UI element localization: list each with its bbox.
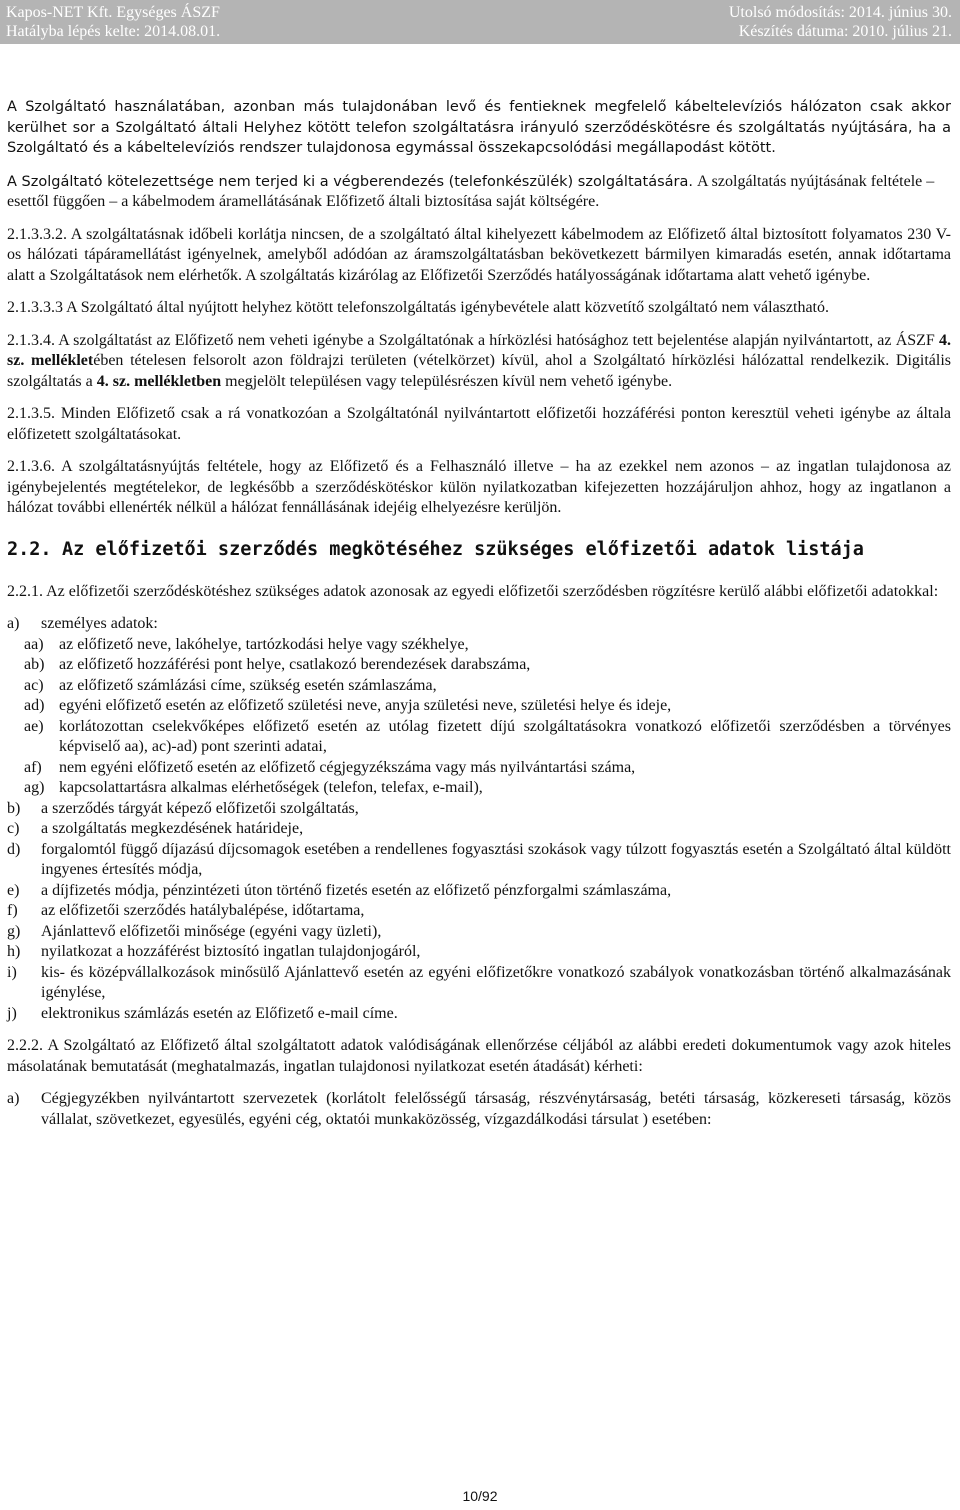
list-item-label: ad) [24, 697, 45, 714]
list-item-text: nem egyéni előfizető esetén az előfizető cégjegyzékszáma vagy más nyilvántartási száma, [59, 758, 636, 776]
list-item-text: forgalomtól függő díjazású díjcsomagok esetében a rendellenes fogyasztási szokások vagy túlzott fogyasztás esetén a Szolgáltató által küldött ingyenes értesítés módja, [41, 840, 951, 878]
paragraph-2-1-3-4 [7, 331, 951, 393]
paragraph-2-2-2: 2.2.2. A Szolgáltató az Előfizető által szolgáltatott adatok valódiságának ellenőrzése céljából az alábbi eredeti dokumentumok vagy azok hiteles másolatának bemutatását (meghatalmazás, ingatlan tulajdonosi nyilatkozat esetén átadását) kérheti: [7, 1037, 951, 1075]
power-supply-text: A szolgáltatás nyújtásának feltétele – esettől függően – a kábelmodem áramellátásának Előfizető általi biztosítása saját költségére. [7, 172, 935, 210]
header-left [6, 3, 220, 41]
list-item [7, 1004, 951, 1025]
list-item-text: Cégjegyzékben nyilvántartott szervezetek (korlátolt felelősségű társaság, részvénytársaság, betéti társaság, közkereseti társaság, közös vállalat, szövetkezet, egyesülés, egyéni cég, oktatói munkaközösség, vízgazdálkodási társulat ) esetében: [41, 1090, 951, 1128]
section-title: Az előfizetői szerződés megkötéséhez szükséges előfizetői adatok listája [62, 538, 864, 560]
list-item-label: j) [7, 1004, 17, 1022]
page-number: 10/92 [462, 1488, 498, 1504]
list-item [7, 696, 951, 717]
list-item [7, 635, 951, 656]
list-item [7, 758, 951, 779]
list-item-text: nyilatkozat a hozzáférést biztosító ingatlan tulajdonjogáról, [41, 943, 421, 960]
header-effective-date: Hatályba lépés kelte: 2014.08.01. [6, 23, 221, 40]
list-item-text: a díjfizetés módja, pénzintézeti úton történő fizetés esetén az előfizető pénzforgalmi számlaszáma, [41, 881, 672, 899]
list-item-label: aa) [24, 635, 44, 653]
list-item-text: az előfizető számlázási címe, szükség esetén számlaszáma, [59, 676, 437, 694]
list-item [7, 799, 951, 820]
paragraph-2-1-3-5: 2.1.3.5. Minden Előfizető csak a rá vonatkozóan a Szolgáltatónál nyilvántartott előfizetői hozzáférési ponton keresztül veheti igénybe az általa előfizetett szolgáltatásokat. [7, 405, 951, 443]
header-company: Kapos-NET Kft. Egységes ÁSZF [6, 4, 220, 21]
list-item-label: g) [7, 922, 21, 940]
section-heading-2-2 [7, 538, 951, 562]
paragraph-2-1-3-3-2: 2.1.3.3.2. A szolgáltatásnak időbeli korlátja nincsen, de a szolgáltató által kihelyezett kábelmodem az Előfizető által biztosított folyamatos 230 V-os hálózati tápáramellátást igényelnek, amelyből adódóan az áramszolgáltatásban bekövetkezett bármilyen kimaradás esetén, annak időtartama alatt a Szolgáltatások nem elérhetők. A szolgáltatás kizárólag az Előfizetői Szerződés hatályosságának időtartama alatt vehető igénybe. [7, 225, 951, 284]
p6-part-c: ében tételesen felsorolt azon földrajzi területen (vételkörzet) kívül, ahol a Szolgáltató hírközlési hálózattal rendelkezik. Digitális szolgáltatás a [7, 352, 951, 390]
list-item-label: ae) [24, 717, 44, 735]
list-item-text: elektronikus számlázás esetén az Előfizető e-mail címe. [41, 1004, 398, 1022]
header-modified-date: Utolsó módosítás: 2014. június 30. [728, 4, 952, 21]
list-item-label: af) [24, 758, 42, 776]
list-item [7, 922, 951, 943]
list-item [7, 942, 951, 963]
section-number: 2.2. [7, 538, 52, 560]
list-item-text: egyéni előfizető esetén az előfizető születési neve, anyja születési neve, születési helye és ideje, [59, 697, 672, 714]
list-item [7, 1089, 951, 1130]
list-item-text: a szolgáltatás megkezdésének határideje, [41, 820, 304, 837]
paragraph-kabeltv-condition: A Szolgáltató használatában, azonban más tulajdonában levő és fentieknek megfelelő kábeltelevíziós hálózaton csak akkor kerülhet sor a Szolgáltató általi Helyhez kötött telefon szolgáltatásra irányuló szerződéskötésre és szolgáltatás nyújtására, ha a Szolgáltató és a kábeltelevíziós rendszer tulajdonosa egymással összekapcsolódási megállapodást kötött. [7, 99, 951, 156]
list-item-label: a) [7, 1090, 20, 1107]
paragraph-2-2-1: 2.2.1. Az előfizetői szerződéskötéshez szükséges adatok azonosak az egyedi előfizetői szerződésben rögzítésre kerülő alábbi előfizetői adatokkal: [7, 582, 939, 600]
subscriber-data-list [7, 614, 951, 1024]
list-item-text: Ajánlattevő előfizetői minősége (egyéni vagy üzleti), [41, 922, 382, 940]
p6-annex-ref: 4. sz. melléklet [7, 331, 951, 369]
list-item-label: f) [7, 902, 18, 919]
list-item-text: személyes adatok: [41, 615, 158, 632]
paragraph-terminal-equipment: A Szolgáltató kötelezettsége nem terjed ki a végberendezés (telefonkészülék) szolgáltatására. [7, 173, 693, 190]
list-item-label: d) [7, 840, 21, 858]
list-item-text: az előfizető hozzáférési pont helye, csatlakozó berendezések darabszáma, [59, 656, 531, 673]
list-item [7, 901, 951, 922]
list-item [7, 778, 951, 799]
p6-annex-ref-2: 4. sz. mellékletben [96, 372, 222, 390]
list-item [7, 963, 951, 1004]
list-item-label: c) [7, 820, 20, 837]
list-item-text: a szerződés tárgyát képező előfizetői szolgáltatás, [41, 799, 359, 817]
list-item [7, 840, 951, 881]
paragraph-2-1-3-6: 2.1.3.6. A szolgáltatásnyújtás feltétele, hogy az Előfizető és a Felhasználó illetve – ha az ezekkel nem azonos – az ingatlan tulajdonosa az igénybejelentés megtételekor, de legkésőbb a szerződéskötéskor külön nyilatkozatban kifejezetten hozzájáruljon ahhoz, hogy az ingatlanon a hálózat további ellenérték nélkül a hálózat fennállásának idejéig elhelyezésre kerüljön. [7, 458, 951, 516]
header-created-date: Készítés dátuma: 2010. július 21. [738, 23, 952, 40]
list-item-label: e) [7, 881, 20, 899]
list-item [7, 655, 951, 676]
list-item-text: az előfizetői szerződés hatálybalépése, időtartama, [41, 902, 365, 919]
document-body [7, 97, 951, 1130]
list-item-label: a) [7, 615, 20, 632]
paragraph-2-1-3-3-3: 2.1.3.3.3 A Szolgáltató által nyújtott helyhez kötött telefonszolgáltatás igénybevétele alatt közvetítő szolgáltató nem választható. [7, 299, 829, 316]
list-item-label: b) [7, 799, 21, 817]
list-item-label: ag) [24, 779, 45, 796]
p6-part-e: megjelölt településen vagy településrészen kívül nem vehető igénybe. [221, 372, 673, 390]
list-item-text: kis- és középvállalkozások minősülő Ajánlattevő esetén az egyéni előfizetőkre vonatkozó szabályok vonatkozásban történő alkalmazásának igénylése, [41, 963, 951, 1001]
list-item-label: ac) [24, 676, 44, 694]
list-item [7, 717, 951, 758]
list-item [7, 676, 951, 697]
list-item-label: h) [7, 943, 21, 960]
document-requirements-list [7, 1089, 951, 1130]
list-item [7, 881, 951, 902]
list-item [7, 819, 951, 840]
list-item-text: az előfizető neve, lakóhelye, tartózkodási helye vagy székhelye, [59, 635, 469, 653]
p6-part-a: 2.1.3.4. A szolgáltatást az Előfizető nem veheti igénybe a Szolgáltatónak a hírközlési hatósághoz tett bejelentése alapján nyilvántartott, az ÁSZF [7, 331, 939, 349]
list-item-text: korlátozottan cselekvőképes előfizető esetén az utólag fizetett díjú szolgáltatásokra vonatkozó előfizetői szerződésben a törvényes képviselő aa), ac)-ad) pont szerinti adatai, [59, 717, 951, 755]
list-item-text: kapcsolattartásra alkalmas elérhetőségek (telefon, telefax, e-mail), [59, 779, 483, 796]
list-item-label: i) [7, 963, 17, 981]
list-item-label: ab) [24, 656, 45, 673]
list-item [7, 614, 951, 635]
page-header [0, 0, 960, 44]
header-right [729, 3, 952, 41]
